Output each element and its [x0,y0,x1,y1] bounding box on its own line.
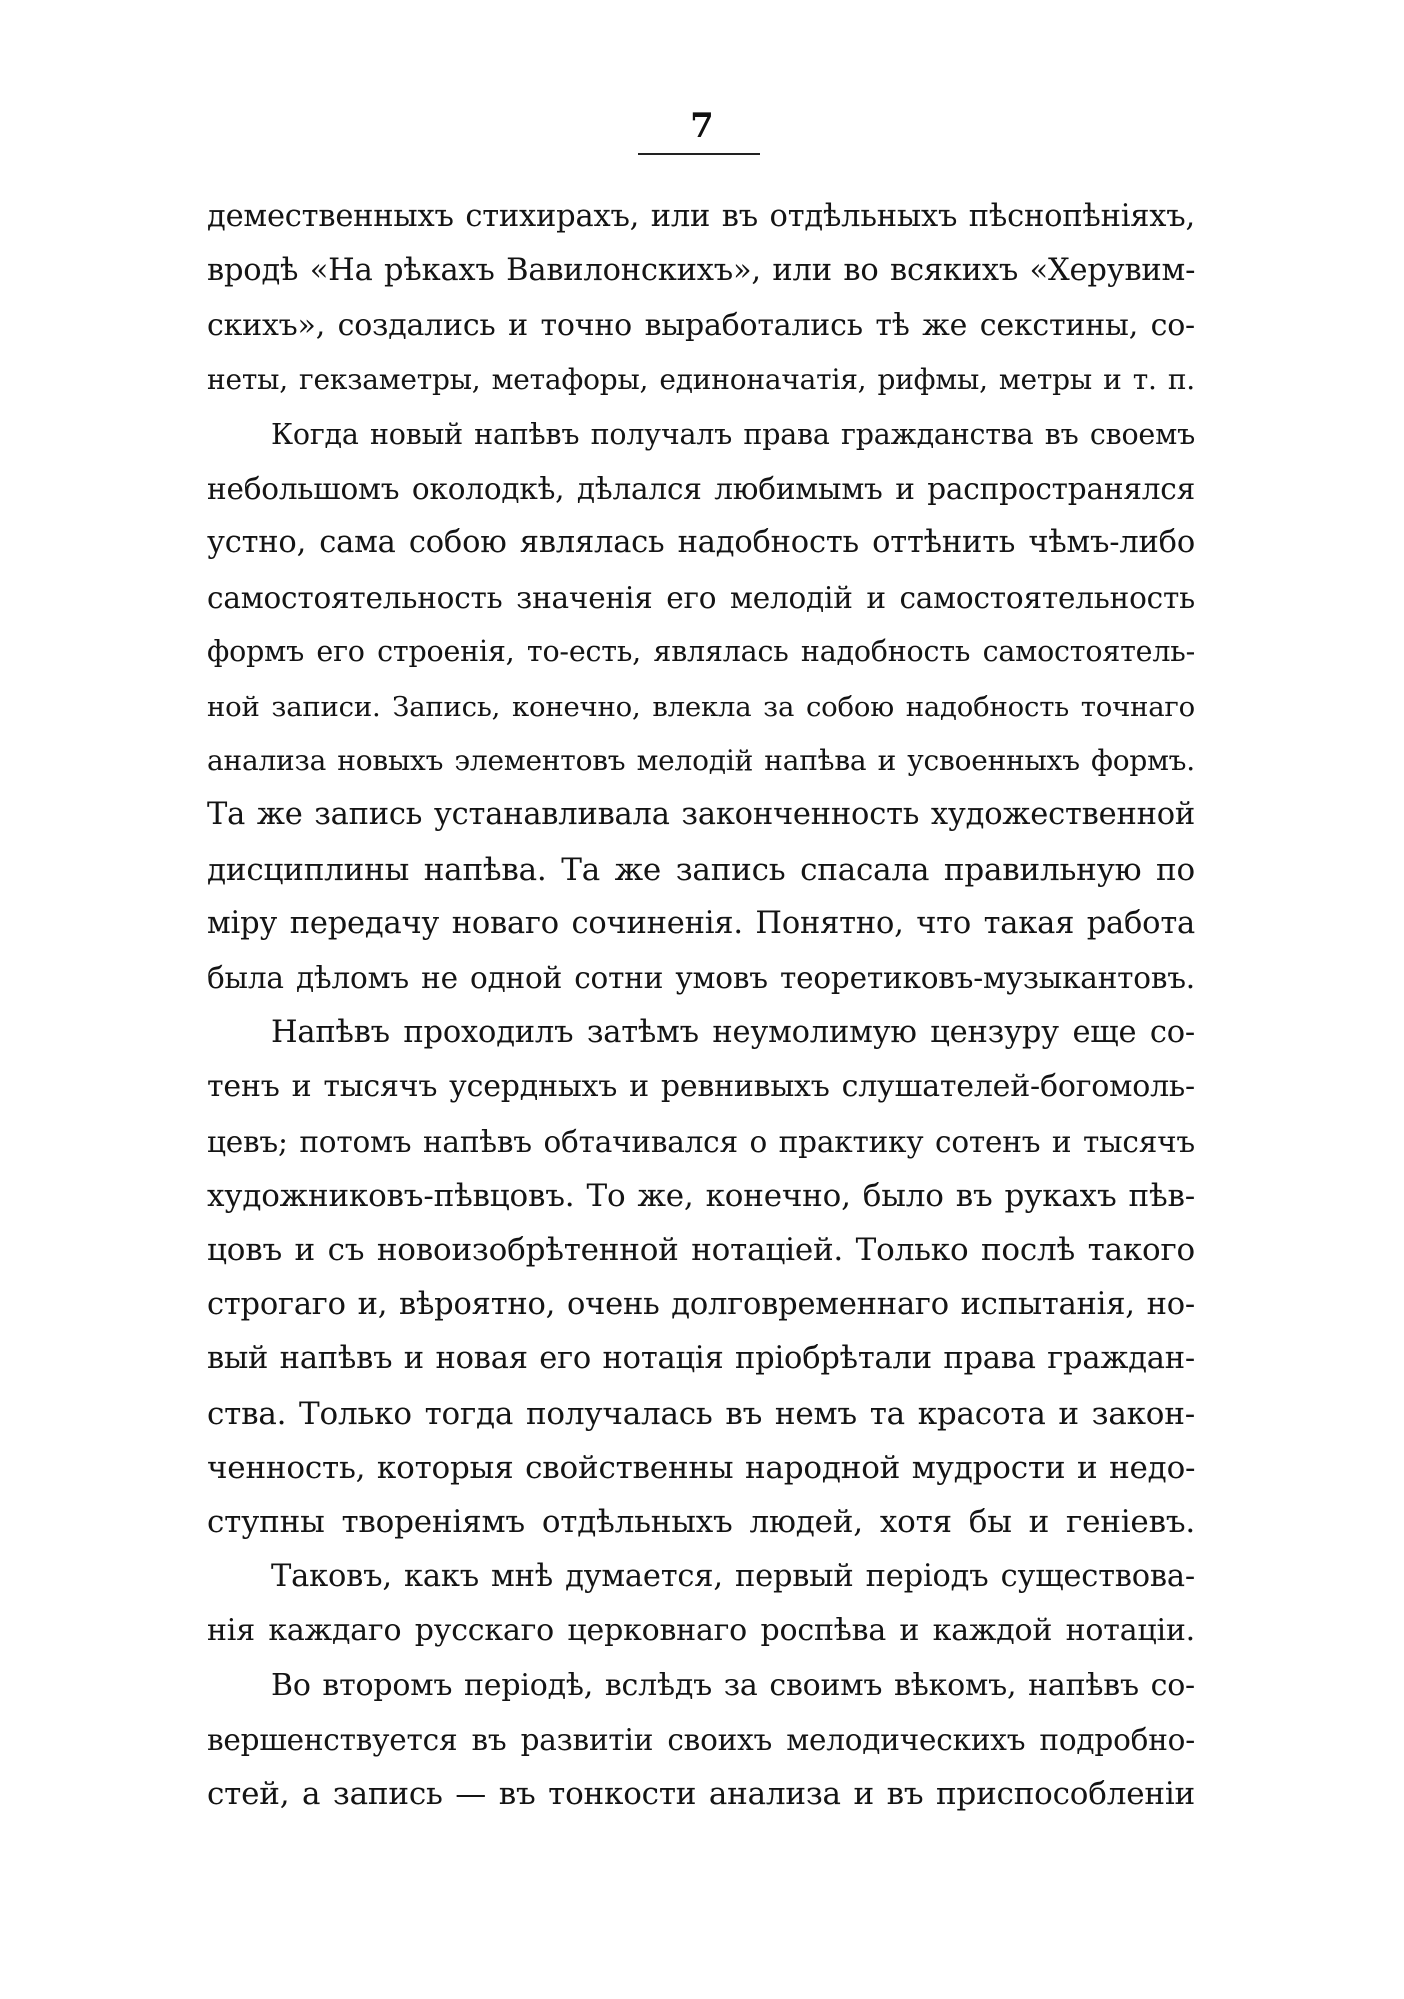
page-number-rule [638,153,760,155]
text-line: ступны твореніямъ отдѣльныхъ людей, хотя бы и геніевъ. [207,1504,1195,1541]
page-number: 7 [690,106,714,146]
text-line: Когда новый напѣвъ получалъ права гражданства въ своемъ [271,417,1195,451]
text-line: строгаго и, вѣроятно, очень долговременнаго испытанія, но- [207,1286,1195,1322]
text-line: скихъ», создались и точно выработались тѣ же секстины, со- [207,307,1195,343]
body-text [207,190,1195,1822]
text-line: Таковъ, какъ мнѣ думается, первый періодъ существова- [271,1558,1195,1594]
text-line: ченность, которыя свойственны народной мудрости и недо- [207,1449,1196,1486]
text-line: стей, а запись — въ тонкости анализа и въ приспособленіи [207,1776,1195,1813]
text-line: вый напѣвъ и новая его нотація пріобрѣтали права граждан- [207,1341,1195,1377]
text-line: небольшомъ околодкѣ, дѣлался любимымъ и распространялся [207,471,1195,506]
text-line: устно, сама собою являлась надобность оттѣнить чѣмъ-либо [207,525,1195,561]
text-line: самостоятельность значенія его мелодій и самостоятельность [207,580,1195,615]
paragraph [207,1006,1195,1550]
text-line: ной записи. Запись, конечно, влекла за собою надобность точнаго [207,690,1195,723]
text-line: неты, гекзаметры, метафоры, единоначатія, рифмы, метры и т. п. [207,363,1195,397]
paragraph [207,1659,1195,1822]
text-line: міру передачу новаго сочиненія. Понятно, что такая работа [207,906,1195,942]
text-line: Та же запись устанавливала законченность художественной [207,797,1195,833]
text-line: Напѣвъ проходилъ затѣмъ неумолимую цензуру еще со- [271,1014,1195,1050]
text-line: анализа новыхъ элементовъ мелодій напѣва и усвоенныхъ формъ. [207,743,1195,777]
text-line: нія каждаго русскаго церковнаго роспѣва и каждой нотаціи. [207,1613,1195,1649]
text-line: формъ его строенія, то-есть, являлась надобность самостоятель- [207,635,1195,669]
text-line: вродѣ «На рѣкахъ Вавилонскихъ», или во всякихъ «Херувим- [207,253,1196,289]
text-line: художниковъ-пѣвцовъ. То же, конечно, было въ рукахъ пѣв- [207,1178,1195,1215]
text-line: была дѣломъ не одной сотни умовъ теоретиковъ-музыкантовъ. [207,961,1195,996]
paragraph [207,190,1195,408]
text-line: цовъ и съ новоизобрѣтенной нотаціей. Только послѣ такого [207,1232,1195,1269]
text-line: Во второмъ періодѣ, вслѣдъ за своимъ вѣкомъ, напѣвъ со- [271,1667,1195,1703]
text-line: демественныхъ стихирахъ, или въ отдѣльныхъ пѣснопѣніяхъ, [207,199,1195,234]
text-line: вершенствуется въ развитіи своихъ мелодическихъ подробно- [207,1722,1195,1757]
paragraph [207,408,1195,1006]
text-line: ства. Только тогда получалась въ немъ та красота и закон- [207,1395,1195,1432]
text-line: дисциплины напѣва. Та же запись спасала правильную по [207,851,1195,888]
paragraph [207,1550,1195,1659]
text-line: тенъ и тысячъ усердныхъ и ревнивыхъ слушателей-богомоль- [207,1069,1195,1105]
text-line: цевъ; потомъ напѣвъ обтачивался о практику сотенъ и тысячъ [207,1124,1195,1159]
